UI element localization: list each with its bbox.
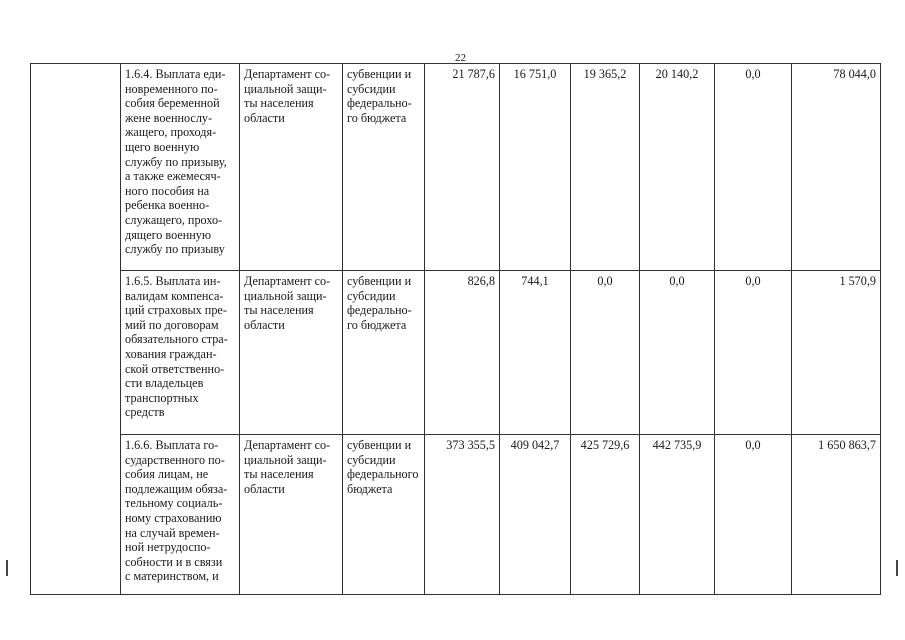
year-2-value: 409 042,7 (500, 435, 571, 595)
year-5-value: 0,0 (715, 435, 792, 595)
total-value: 1 650 863,7 (792, 435, 881, 595)
scan-edge-mark-left (6, 560, 8, 576)
page-number: 22 (455, 52, 466, 64)
funding-source-cell: субвенции и субсидии федерального бюджета (343, 435, 425, 595)
year-1-value: 373 355,5 (425, 435, 500, 595)
total-value: 1 570,9 (792, 271, 881, 435)
table-row (31, 435, 881, 595)
year-1-value: 826,8 (425, 271, 500, 435)
year-3-value: 425 729,6 (571, 435, 640, 595)
empty-cell (31, 64, 121, 595)
funding-source-cell: субвенции и субсидии федерально- го бюджета (343, 271, 425, 435)
year-5-value: 0,0 (715, 271, 792, 435)
funding-source-cell: субвенции и субсидии федерально- го бюджета (343, 64, 425, 271)
measure-cell: 1.6.4. Выплата еди- новременного по- собия беременной жене военнослу- жащего, проходя- щего военную службу по призыву, а также ежемесяч- ного пособия на ребенка военно- служащего, прохо- дящего военную службу по призыву (121, 64, 240, 271)
year-3-value: 19 365,2 (571, 64, 640, 271)
year-4-value: 20 140,2 (640, 64, 715, 271)
scan-edge-mark-right (896, 560, 898, 576)
year-3-value: 0,0 (571, 271, 640, 435)
year-4-value: 442 735,9 (640, 435, 715, 595)
year-2-value: 744,1 (500, 271, 571, 435)
table-row (31, 271, 881, 435)
table-row (31, 64, 881, 271)
measure-cell: 1.6.5. Выплата ин- валидам компенса- ций страховых пре- мий по договорам обязательного стра- хования граждан- ской ответственно- сти владельцев транспортных средств (121, 271, 240, 435)
executor-cell: Департамент со- циальной защи- ты населения области (240, 271, 343, 435)
year-1-value: 21 787,6 (425, 64, 500, 271)
total-value: 78 044,0 (792, 64, 881, 271)
year-2-value: 16 751,0 (500, 64, 571, 271)
year-4-value: 0,0 (640, 271, 715, 435)
executor-cell: Департамент со- циальной защи- ты населения области (240, 435, 343, 595)
budget-table (30, 63, 881, 595)
measure-cell: 1.6.6. Выплата го- сударственного по- собия лицам, не подлежащим обяза- тельному социаль- ному страхованию на случай времен- ной нетрудоспо- собности и в связи с материнством, и (121, 435, 240, 595)
executor-cell: Департамент со- циальной защи- ты населения области (240, 64, 343, 271)
year-5-value: 0,0 (715, 64, 792, 271)
